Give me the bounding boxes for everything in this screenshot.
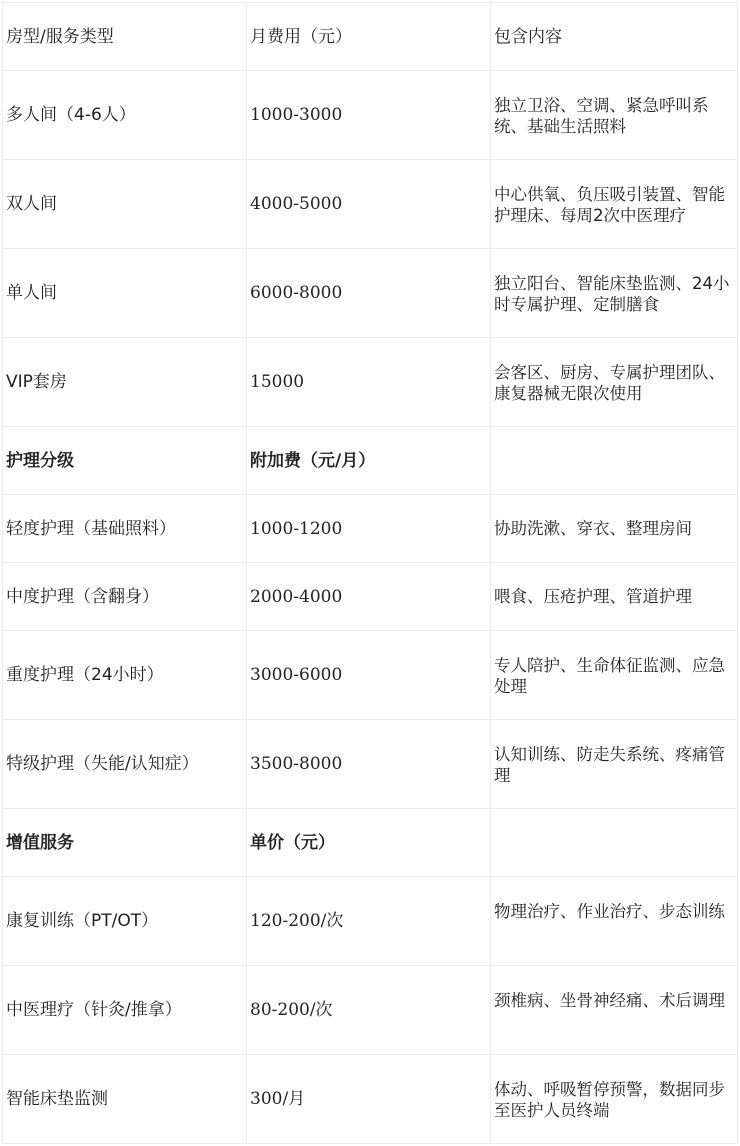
table-row <box>3 71 738 160</box>
content-cell: 会客区、厨房、专属护理团队、康复器械无限次使用 <box>491 338 738 427</box>
service-type-cell: 中医理疗（针灸/推拿） <box>3 966 247 1055</box>
table-row <box>3 563 738 631</box>
fee-cell: 120-200/次 <box>247 877 491 966</box>
service-section-row <box>3 809 738 877</box>
header-room-type: 房型/服务类型 <box>3 3 247 71</box>
care-section-fee-title: 附加费（元/月） <box>247 427 491 495</box>
fee-cell: 1000-3000 <box>247 71 491 160</box>
room-type-cell: VIP套房 <box>3 338 247 427</box>
care-section-content-title <box>491 427 738 495</box>
table-row <box>3 495 738 563</box>
fee-cell: 3000-6000 <box>247 631 491 720</box>
content-cell: 认知训练、防走失系统、疼痛管理 <box>491 720 738 809</box>
care-section-row <box>3 427 738 495</box>
care-level-cell: 特级护理（失能/认知症） <box>3 720 247 809</box>
service-type-cell: 康复训练（PT/OT） <box>3 877 247 966</box>
content-cell: 颈椎病、坐骨神经痛、术后调理 <box>491 966 738 1055</box>
fee-cell: 15000 <box>247 338 491 427</box>
fee-cell: 6000-8000 <box>247 249 491 338</box>
table-row <box>3 631 738 720</box>
content-cell: 体动、呼吸暂停预警，数据同步至医护人员终端 <box>491 1055 738 1144</box>
care-level-cell: 中度护理（含翻身） <box>3 563 247 631</box>
table-row <box>3 966 738 1055</box>
care-level-cell: 重度护理（24小时） <box>3 631 247 720</box>
care-level-cell: 轻度护理（基础照料） <box>3 495 247 563</box>
service-section-content-title <box>491 809 738 877</box>
room-type-cell: 单人间 <box>3 249 247 338</box>
fee-cell: 4000-5000 <box>247 160 491 249</box>
header-content: 包含内容 <box>491 3 738 71</box>
room-type-cell: 多人间（4-6人） <box>3 71 247 160</box>
fee-cell: 300/月 <box>247 1055 491 1144</box>
header-monthly-fee: 月费用（元） <box>247 3 491 71</box>
table-row <box>3 160 738 249</box>
care-section-title: 护理分级 <box>3 427 247 495</box>
fee-table <box>2 2 738 1144</box>
service-section-fee-title: 单价（元） <box>247 809 491 877</box>
service-type-cell: 智能床垫监测 <box>3 1055 247 1144</box>
table-header-row <box>3 3 738 71</box>
table-row <box>3 720 738 809</box>
content-cell: 喂食、压疮护理、管道护理 <box>491 563 738 631</box>
table-row <box>3 1055 738 1144</box>
service-section-title: 增值服务 <box>3 809 247 877</box>
content-cell: 独立卫浴、空调、紧急呼叫系统、基础生活照料 <box>491 71 738 160</box>
content-cell: 协助洗漱、穿衣、整理房间 <box>491 495 738 563</box>
content-cell: 独立阳台、智能床垫监测、24小时专属护理、定制膳食 <box>491 249 738 338</box>
content-cell: 专人陪护、生命体征监测、应急处理 <box>491 631 738 720</box>
fee-cell: 1000-1200 <box>247 495 491 563</box>
fee-cell: 80-200/次 <box>247 966 491 1055</box>
table-row <box>3 249 738 338</box>
table-row <box>3 877 738 966</box>
table-row <box>3 338 738 427</box>
fee-cell: 2000-4000 <box>247 563 491 631</box>
content-cell: 中心供氧、负压吸引装置、智能护理床、每周2次中医理疗 <box>491 160 738 249</box>
content-cell: 物理治疗、作业治疗、步态训练 <box>491 877 738 966</box>
fee-cell: 3500-8000 <box>247 720 491 809</box>
room-type-cell: 双人间 <box>3 160 247 249</box>
